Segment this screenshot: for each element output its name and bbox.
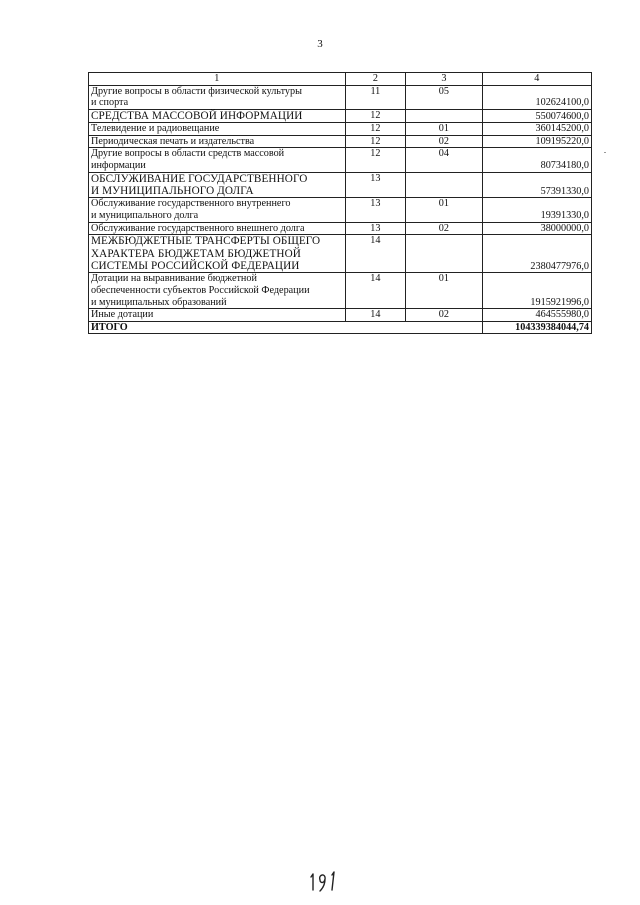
row-section-cell: 14 (345, 273, 405, 309)
row-section-cell: 12 (345, 135, 405, 148)
row-subsection-cell: 05 (406, 85, 483, 109)
table-row (89, 172, 592, 198)
row-name-line: Обслуживание государственного внешнего долга (91, 222, 305, 234)
table-row (89, 123, 592, 136)
row-name-line: ОБСЛУЖИВАНИЕ ГОСУДАРСТВЕННОГО (91, 172, 308, 185)
row-name-line: Другие вопросы в области средств массовой (91, 148, 285, 160)
row-name-cell (89, 172, 346, 198)
row-name-cell (89, 123, 346, 136)
row-name-line: и муниципальных образований (91, 296, 227, 308)
table-row (89, 85, 592, 109)
row-amount-cell: 80734180,0 (482, 148, 591, 172)
row-section-cell: 12 (345, 109, 405, 122)
row-section-cell: 11 (345, 85, 405, 109)
table-body (89, 73, 592, 334)
row-name-line: информации (91, 159, 146, 171)
table-row (89, 198, 592, 222)
row-name-line: Периодическая печать и издательства (91, 135, 255, 147)
table-row (89, 222, 592, 235)
row-subsection-cell: 01 (406, 198, 483, 222)
row-section-cell: 14 (345, 309, 405, 322)
row-name-line: СРЕДСТВА МАССОВОЙ ИНФОРМАЦИИ (91, 109, 303, 122)
row-amount-cell: 464555980,0 (482, 309, 591, 322)
row-amount-cell: 102624100,0 (482, 85, 591, 109)
row-section-cell: 13 (345, 172, 405, 198)
row-name-line: Дотации на выравнивание бюджетной (91, 273, 257, 285)
total-label: ИТОГО (89, 321, 483, 334)
row-subsection-cell: 04 (406, 148, 483, 172)
row-amount-cell: 360145200,0 (482, 123, 591, 136)
row-subsection-cell: 02 (406, 135, 483, 148)
row-amount-cell: 19391330,0 (482, 198, 591, 222)
row-amount-cell: 2380477976,0 (482, 235, 591, 273)
row-name-line: Другие вопросы в области физической культуры (91, 85, 302, 97)
row-subsection-cell: 02 (406, 309, 483, 322)
row-subsection-cell (406, 172, 483, 198)
row-name-line: МЕЖБЮДЖЕТНЫЕ ТРАНСФЕРТЫ ОБЩЕГО (91, 235, 321, 248)
row-name-cell (89, 235, 346, 273)
page-number: 3 (317, 38, 323, 50)
row-subsection-cell (406, 109, 483, 122)
row-name-cell (89, 222, 346, 235)
row-section-cell: 13 (345, 198, 405, 222)
table-row (89, 273, 592, 309)
row-amount-cell: 550074600,0 (482, 109, 591, 122)
row-name-cell (89, 109, 346, 122)
total-amount: 104339384044,74 (482, 321, 591, 334)
header-col-1: 1 (89, 73, 346, 86)
row-name-cell (89, 309, 346, 322)
row-name-line: И МУНИЦИПАЛЬНОГО ДОЛГА (91, 184, 254, 197)
row-subsection-cell: 01 (406, 273, 483, 309)
row-name-line: СИСТЕМЫ РОССИЙСКОЙ ФЕДЕРАЦИИ (91, 259, 300, 272)
row-section-cell: 12 (345, 148, 405, 172)
table-header-row (89, 73, 592, 86)
row-section-cell: 14 (345, 235, 405, 273)
handwritten-page-number (308, 868, 342, 894)
row-name-line: Телевидение и радиовещание (91, 123, 220, 135)
header-col-2: 2 (345, 73, 405, 86)
row-subsection-cell (406, 235, 483, 273)
row-name-line: обеспеченности субъектов Российской Федерации (91, 284, 310, 296)
budget-allocation-table (88, 72, 592, 334)
row-amount-cell: 57391330,0 (482, 172, 591, 198)
row-amount-cell: 109195220,0 (482, 135, 591, 148)
row-name-cell (89, 198, 346, 222)
row-section-cell: 13 (345, 222, 405, 235)
row-name-line: и муниципального долга (91, 209, 199, 221)
row-name-cell (89, 148, 346, 172)
row-subsection-cell: 02 (406, 222, 483, 235)
table-row (89, 135, 592, 148)
row-name-line: ХАРАКТЕРА БЮДЖЕТАМ БЮДЖЕТНОЙ (91, 247, 301, 260)
table-row (89, 309, 592, 322)
row-name-cell (89, 273, 346, 309)
scan-speck (604, 152, 606, 153)
header-col-4: 4 (482, 73, 591, 86)
row-section-cell: 12 (345, 123, 405, 136)
row-subsection-cell: 01 (406, 123, 483, 136)
row-name-line: Иные дотации (91, 309, 154, 321)
row-name-line: Обслуживание государственного внутреннего (91, 198, 291, 210)
header-col-3: 3 (406, 73, 483, 86)
row-name-cell (89, 135, 346, 148)
row-amount-cell: 38000000,0 (482, 222, 591, 235)
table-row (89, 109, 592, 122)
table-row (89, 235, 592, 273)
row-name-cell (89, 85, 346, 109)
row-name-line: и спорта (91, 97, 129, 109)
total-row (89, 321, 592, 334)
table-row (89, 148, 592, 172)
row-amount-cell: 1915921996,0 (482, 273, 591, 309)
